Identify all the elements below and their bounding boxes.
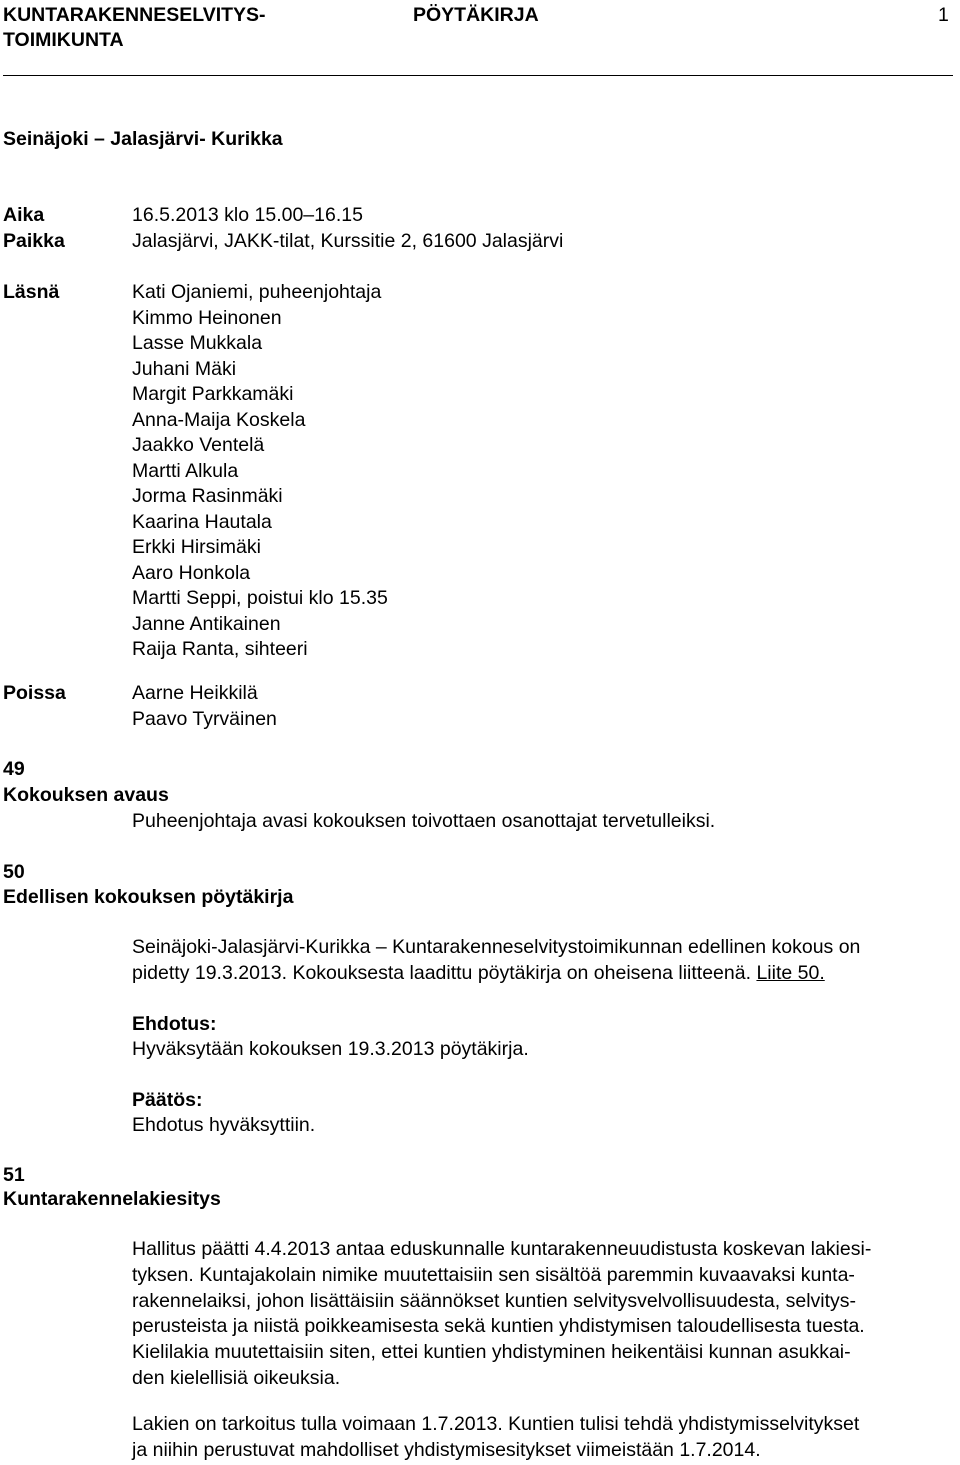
paragraph-line: Seinäjoki-Jalasjärvi-Kurikka – Kuntarakenneselvitystoimikunnan edellinen kokous on: [132, 936, 861, 958]
paragraph-line: tyksen. Kuntajakolain nimike muutettaisiin sen sisältöä paremmin kuvaavaksi kunta-: [132, 1263, 855, 1286]
paragraph-line: den kielellisiä oikeuksia.: [132, 1366, 341, 1389]
org-name-line1: KUNTARAKENNESELVITYS-: [3, 4, 266, 26]
org-name-line2: TOIMIKUNTA: [3, 29, 124, 51]
attachment-link[interactable]: Liite 50.: [756, 961, 825, 984]
section-49-title: Kokouksen avaus: [3, 784, 169, 806]
lasna-label: Läsnä: [3, 281, 60, 303]
paatos-text: Ehdotus hyväksyttiin.: [132, 1114, 316, 1136]
paragraph-text: pidetty 19.3.2013. Kokouksesta laadittu pöytäkirja on oheisena liitteenä.: [132, 961, 752, 984]
header-rule: [3, 75, 953, 76]
section-51-paragraph-1: [132, 1237, 954, 1392]
paragraph-line: Hallitus päätti 4.4.2013 antaa eduskunnalle kuntarakenneuudistusta koskevan lakiesi-: [132, 1238, 872, 1260]
attendee: Jaakko Ventelä: [132, 434, 265, 456]
section-49-number: 49: [3, 758, 25, 780]
paragraph-line: Lakien on tarkoitus tulla voimaan 1.7.2013. Kuntien tulisi tehdä yhdistymisselvitykset: [132, 1413, 860, 1435]
attendee: Kimmo Heinonen: [132, 306, 282, 329]
attendee: Janne Antikainen: [132, 612, 281, 635]
aika-value: 16.5.2013 klo 15.00–16.15: [132, 204, 363, 226]
attendee: Martti Alkula: [132, 459, 239, 482]
section-50-paragraph: [132, 935, 954, 987]
paikka-value: Jalasjärvi, JAKK-tilat, Kurssitie 2, 61600 Jalasjärvi: [132, 230, 564, 252]
aika-label: Aika: [3, 204, 45, 226]
attendee: Aaro Honkola: [132, 561, 251, 584]
attendee: Jorma Rasinmäki: [132, 485, 283, 507]
attendee-list: [132, 280, 388, 663]
absent-list: [132, 681, 277, 732]
doc-type: PÖYTÄKIRJA: [413, 4, 539, 26]
ehdotus-label: Ehdotus:: [132, 1013, 217, 1035]
absentee: Paavo Tyrväinen: [132, 707, 277, 730]
attendee: Lasse Mukkala: [132, 332, 263, 354]
page-number: 1: [938, 4, 949, 26]
section-49-text: Puheenjohtaja avasi kokouksen toivottaen osanottajat tervetulleiksi.: [132, 810, 716, 832]
ehdotus-text: Hyväksytään kokouksen 19.3.2013 pöytäkirja.: [132, 1038, 529, 1060]
attendee: Kaarina Hautala: [132, 510, 272, 533]
paikka-label: Paikka: [3, 230, 65, 252]
page-title: Seinäjoki – Jalasjärvi- Kurikka: [3, 128, 283, 150]
paragraph-line: ja niihin perustuvat mahdolliset yhdistymisesitykset viimeistään 1.7.2014.: [132, 1438, 761, 1461]
attendee: Martti Seppi, poistui klo 15.35: [132, 587, 388, 609]
attendee: Juhani Mäki: [132, 357, 237, 380]
section-50-number: 50: [3, 861, 25, 883]
section-51-paragraph-2: [132, 1412, 954, 1464]
paragraph-line: [132, 961, 954, 987]
section-50-title: Edellisen kokouksen pöytäkirja: [3, 886, 294, 908]
paragraph-line: perusteista ja niistä poikkeamisesta sekä kuntien yhdistymisen taloudellisesta tuesta.: [132, 1315, 865, 1338]
attendee: Erkki Hirsimäki: [132, 536, 261, 558]
attendee: Margit Parkkamäki: [132, 383, 294, 405]
paragraph-line: Kielilakia muutettaisiin siten, ettei kuntien yhdistyminen heikentäisi kunnan asukkai-: [132, 1341, 851, 1364]
absentee: Aarne Heikkilä: [132, 682, 258, 704]
paatos-label: Päätös:: [132, 1089, 203, 1111]
paragraph-line: rakennelaiksi, johon lisättäisiin säännökset kuntien selvitysvelvollisuudesta, selvitys-: [132, 1289, 857, 1312]
attendee: Anna-Maija Koskela: [132, 408, 306, 431]
section-51-number: 51: [3, 1164, 25, 1186]
attendee: Raija Ranta, sihteeri: [132, 638, 308, 660]
section-51-title: Kuntarakennelakiesitys: [3, 1188, 221, 1210]
attendee: Kati Ojaniemi, puheenjohtaja: [132, 281, 382, 303]
poissa-label: Poissa: [3, 682, 66, 704]
